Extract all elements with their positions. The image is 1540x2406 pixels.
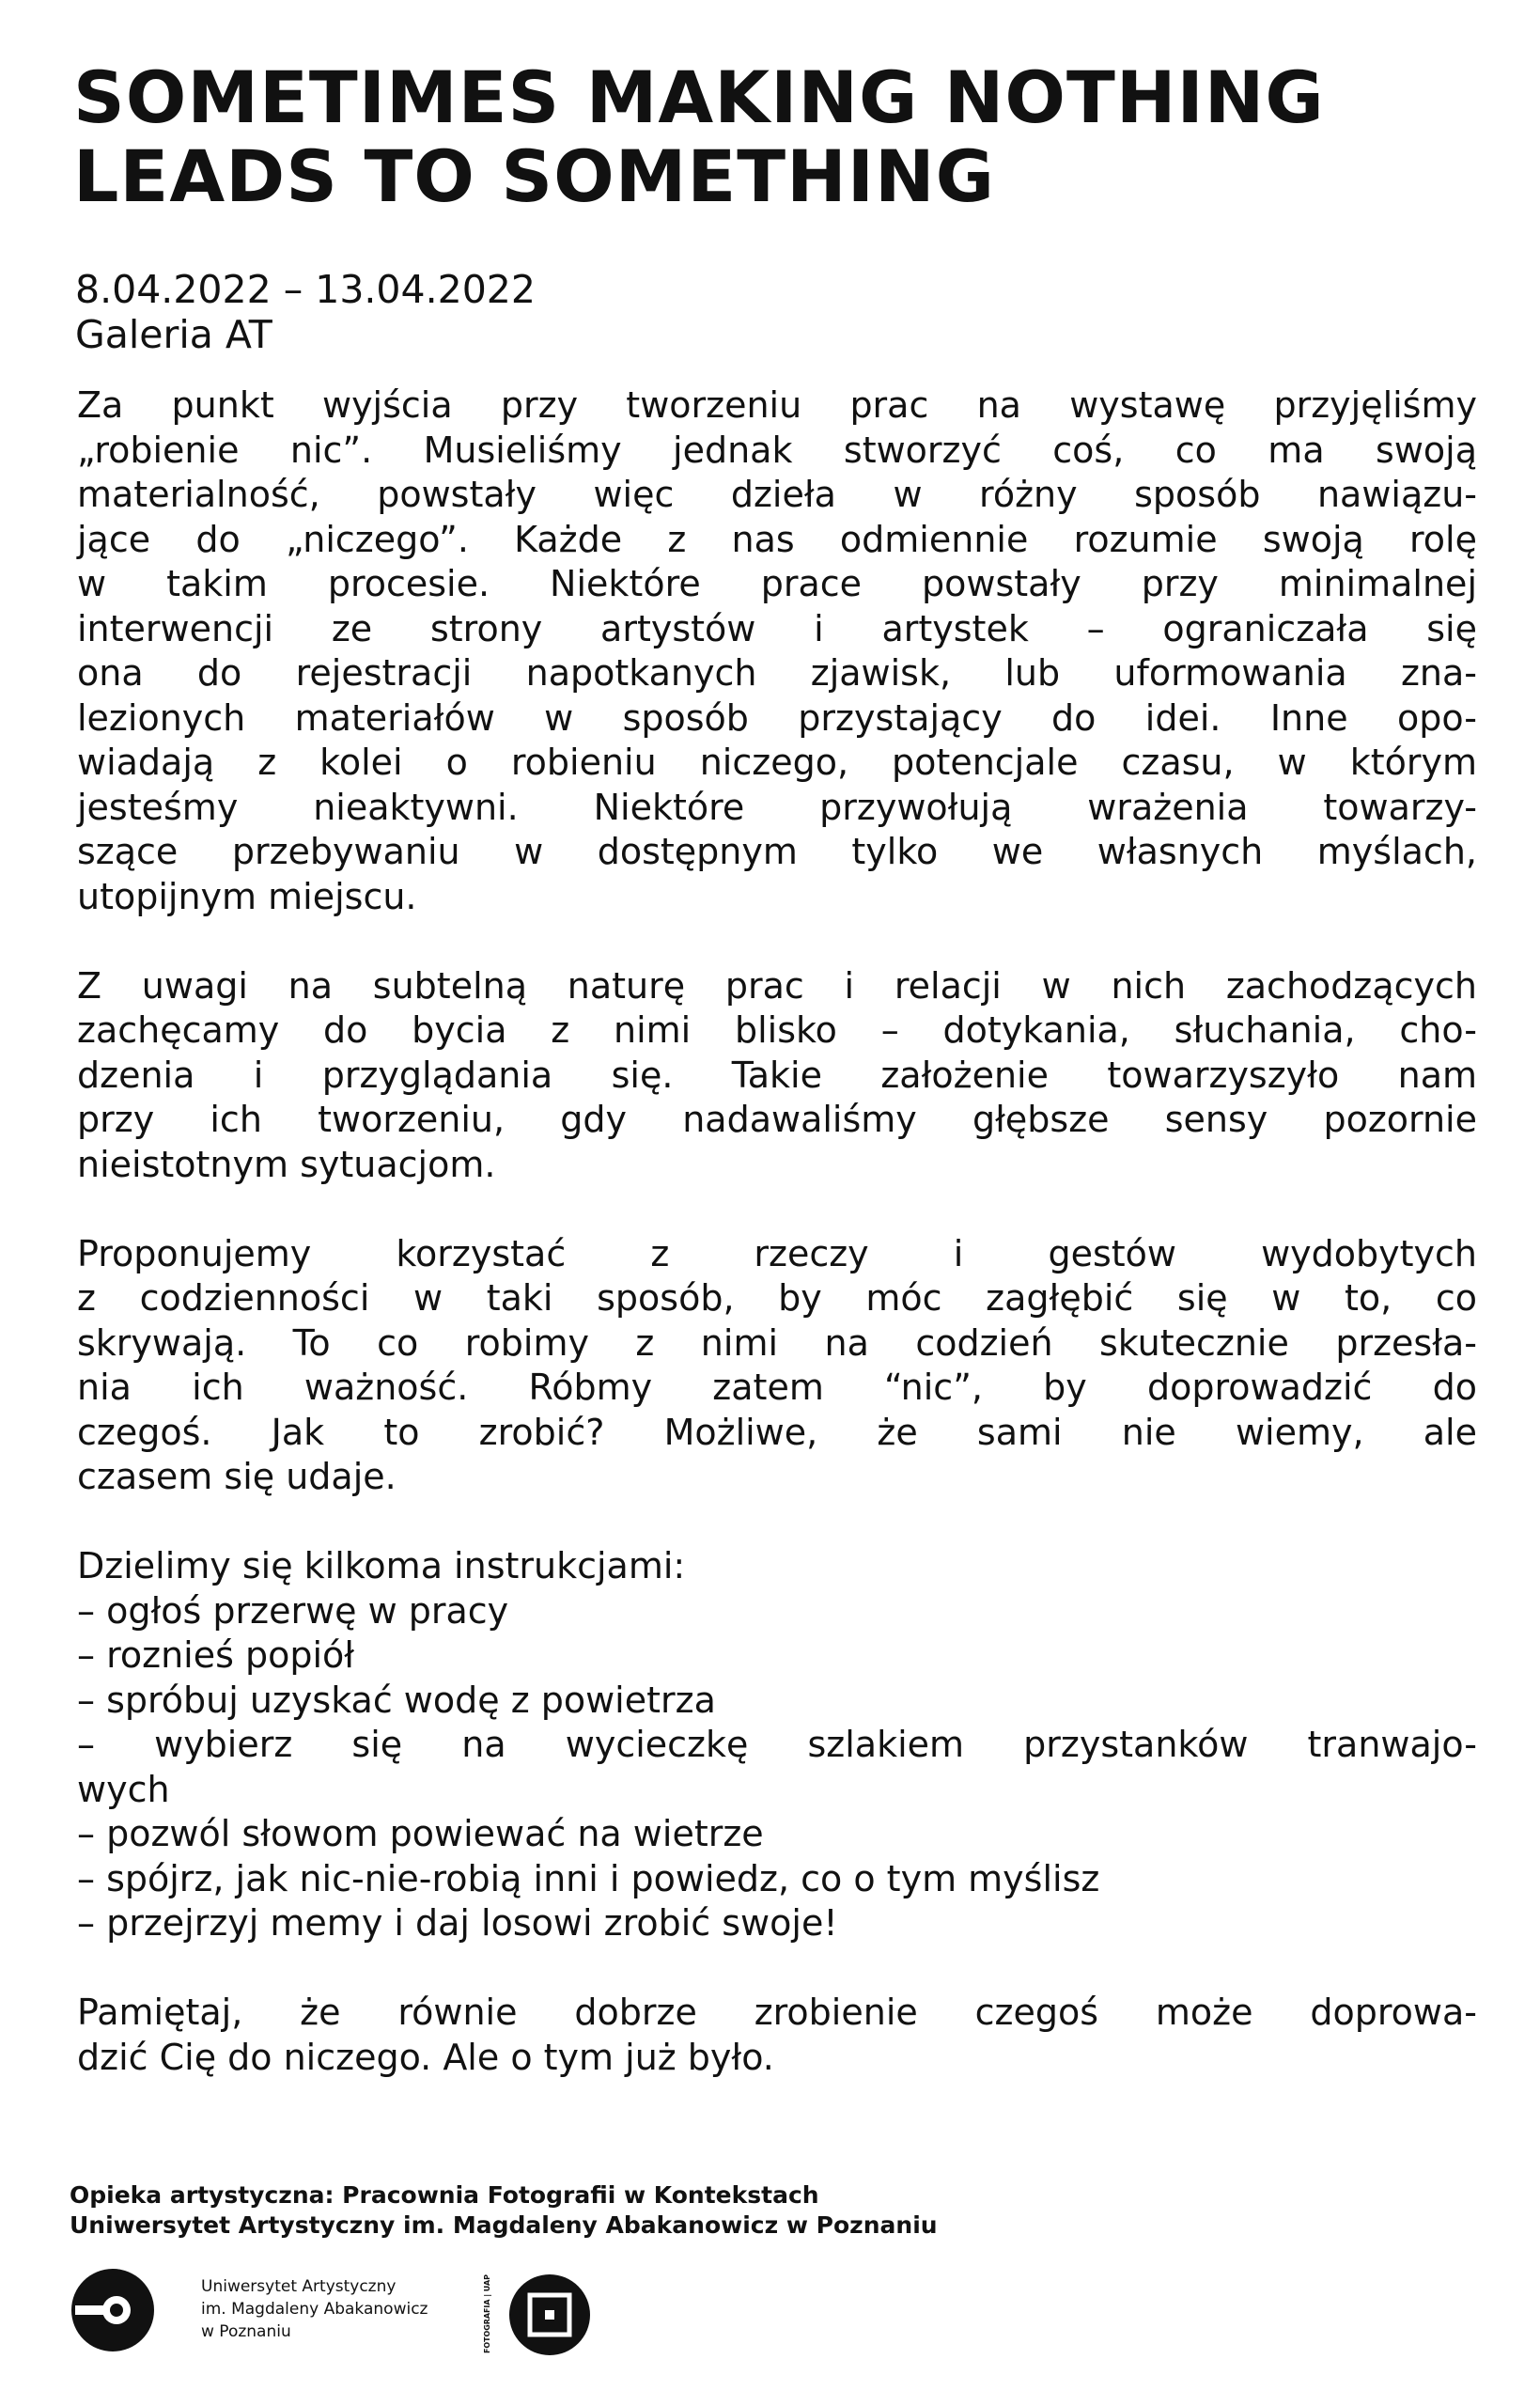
text-line: jące do „niczego”. Każde z nas odmiennie rozumie swoją rolę [77, 518, 1477, 560]
university-logo-icon [70, 2267, 156, 2353]
text-line: Pamiętaj, że równie dobrze zrobienie czegoś może doprowa- [77, 1992, 1477, 2033]
text-line: materialność, powstały więc dzieła w różny sposób nawiązu- [77, 474, 1477, 515]
event-meta [75, 267, 536, 357]
title-line-2: LEADS TO SOMETHING [73, 134, 995, 218]
list-item: – spójrz, jak nic-nie-robią inni i powiedz, co o tym myślisz [77, 1857, 1100, 1899]
text-line: wiadają z kolei o robieniu niczego, potencjale czasu, w którym [77, 742, 1477, 783]
university-name-line-1: Uniwersytet Artystyczny [201, 2277, 397, 2296]
text-line: nia ich ważność. Róbmy zatem “nic”, by doprowadzić do [77, 1367, 1477, 1408]
text-line: interwencji ze strony artystów i artystek – ograniczała się [77, 607, 1477, 649]
photography-logo-icon [507, 2273, 592, 2357]
text-line: dzić Cię do niczego. Ale o tym już było. [77, 2036, 774, 2078]
text-line: szące przebywaniu w dostępnym tylko we własnych myślach, [77, 831, 1477, 872]
text-line: dzenia i przyglądania się. Takie założenie towarzyszyło nam [77, 1054, 1477, 1096]
text-line: Proponujemy korzystać z rzeczy i gestów wydobytych [77, 1232, 1477, 1274]
text-line: jesteśmy nieaktywni. Niektóre przywołują wrażenia towarzy- [77, 786, 1477, 828]
list-item: – spróbuj uzyskać wodę z powietrza [77, 1679, 716, 1721]
list-item: – roznieś popiół [77, 1634, 355, 1676]
credits-line-2: Uniwersytet Artystyczny im. Magdaleny Abakanowicz w Poznaniu [70, 2211, 938, 2239]
text-line: lezionych materiałów w sposób przystający do idei. Inne opo- [77, 696, 1477, 739]
instructions-intro: Dzielimy się kilkoma instrukcjami: [77, 1545, 686, 1586]
event-dates: 8.04.2022 – 13.04.2022 [75, 267, 536, 312]
text-line: nieistotnym sytuacjom. [77, 1143, 496, 1185]
text-line: przy ich tworzeniu, gdy nadawaliśmy głębsze sensy pozornie [77, 1099, 1477, 1140]
paragraph-closing [77, 1991, 1477, 2080]
instructions-list [77, 1544, 1477, 1946]
body-text [77, 383, 1477, 2125]
list-item: wych [77, 1768, 170, 1810]
text-line: skrywają. To co robimy z nimi na codzień skutecznie przesła- [77, 1321, 1477, 1364]
list-item: – ogłoś przerwę w pracy [77, 1589, 509, 1632]
text-line: czasem się udaje. [77, 1456, 397, 1497]
text-line: w takim procesie. Niektóre prace powstały przy minimalnej [77, 563, 1477, 604]
university-name [201, 2275, 428, 2343]
text-line: „robienie nic”. Musieliśmy jednak stworzyć coś, co ma swoją [77, 429, 1477, 471]
department-label [477, 2274, 494, 2353]
paragraph-proposal [77, 1232, 1477, 1500]
paragraph-intro [77, 383, 1477, 919]
text-line: ona do rejestracji napotkanych zjawisk, lub uformowania zna- [77, 652, 1477, 694]
credits [70, 2180, 938, 2241]
department-label-text: FOTOGRAFIA | UAP [483, 2274, 491, 2353]
list-item: – wybierz się na wycieczkę szlakiem przystanków tranwajo- [77, 1724, 1477, 1765]
list-item: – przejrzyj memy i daj losowi zrobić swoje! [77, 1902, 838, 1944]
text-line: zachęcamy do bycia z nimi blisko – dotykania, słuchania, cho- [77, 1009, 1477, 1051]
event-venue: Galeria AT [75, 312, 272, 357]
paragraph-nature [77, 964, 1477, 1188]
poster-title [73, 55, 1483, 218]
title-line-1: SOMETIMES MAKING NOTHING [73, 55, 1325, 139]
text-line: czegoś. Jak to zrobić? Możliwe, że sami nie wiemy, ale [77, 1411, 1477, 1453]
text-line: z codzienności w taki sposób, by móc zagłębić się w to, co [77, 1277, 1477, 1319]
list-item: – pozwól słowom powiewać na wietrze [77, 1813, 764, 1854]
text-line: utopijnym miejscu. [77, 875, 417, 917]
university-name-line-3: w Poznaniu [201, 2322, 291, 2341]
text-line: Za punkt wyjścia przy tworzeniu prac na wystawę przyjęliśmy [77, 384, 1477, 426]
text-line: Z uwagi na subtelną naturę prac i relacji w nich zachodzących [77, 964, 1477, 1007]
university-name-line-2: im. Magdaleny Abakanowicz [201, 2300, 428, 2319]
credits-line-1: Opieka artystyczna: Pracownia Fotografii w Kontekstach [70, 2181, 819, 2209]
